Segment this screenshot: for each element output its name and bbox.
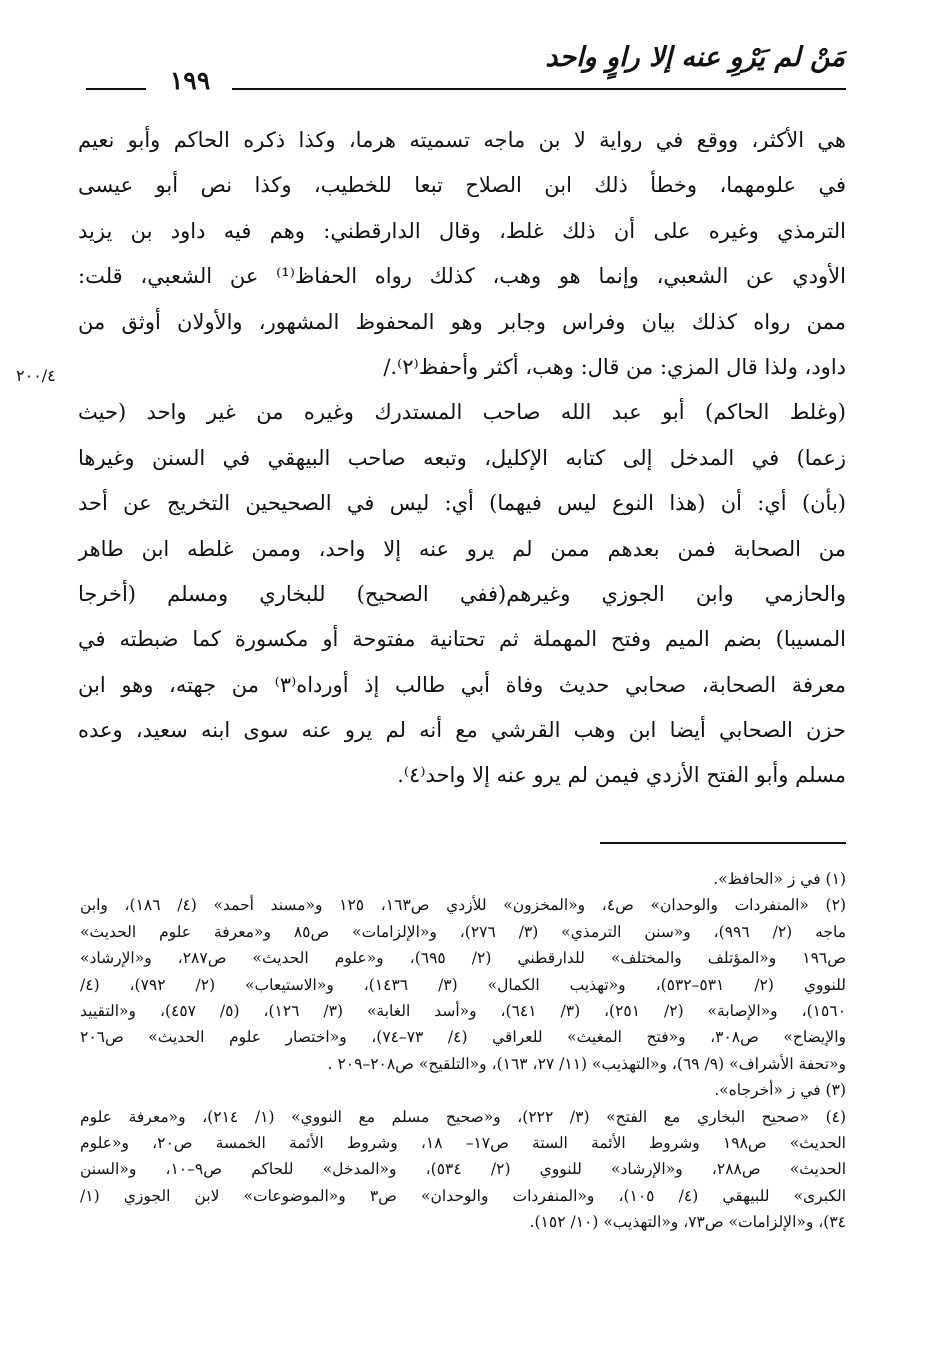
body-line: داود، ولذا قال المزي: من قال: وهب، أكثر وأحفظ⁽٢⁾./: [383, 354, 846, 379]
running-title: مَنْ لم يَرْوِ عنه إلا راوٍ واحد: [545, 42, 845, 73]
body-line: والحازمي وابن الجوزي وغيرهم(ففي الصحيح) للبخاري ومسلم (أخرجا: [78, 581, 846, 606]
footnote-line: ١٥٦٠)، و«الإصابة» (٢/ ٢٥١)، (٣/ ٦٤١)، و«أسد الغابة» (٣/ ١٢٦)، (٥/ ٤٥٧)، و«التقييد: [80, 1001, 846, 1020]
body-line: الترمذي وغيره على أن ذلك غلط، وقال الدارقطني: وهم فيه داود بن يزيد: [78, 218, 846, 243]
footnote-line: ماجه (٢/ ٩٩٦)، و«سنن الترمذي» (٣/ ٢٧٦)، و«الإلزامات» ص٨٥ و«معرفة علوم الحديث»: [80, 922, 846, 941]
footnote-line: ص١٩٦ و«المؤتلف والمختلف» للدارقطني (٢/ ٦٩٥)، و«علوم الحديث» ص٢٨٧، و«الإرشاد»: [80, 949, 846, 968]
body-line: (وغلط الحاكم) أبو عبد الله صاحب المستدرك وغيره من غير واحد (حيث: [78, 400, 846, 425]
body-line: زعما) في المدخل إلى كتابه الإكليل، وتبعه صاحب البيهقي في السنن وغيرها: [78, 445, 846, 470]
footnote-line: والإيضاح» ص٣٠٨، و«فتح المغيث» للعراقي (٤/ ٧٣–٧٤)، و«اختصار علوم الحديث» ص٢٠٦: [80, 1028, 846, 1047]
footnote-line: (٢) «المنفردات والوحدان» ص٤، و«المخزون» للأزدي ص١٦٣، ١٢٥ و«مسند أحمد» (٤/ ١٨٦)، وابن: [80, 896, 846, 915]
body-line: من الصحابة فمن بعدهم ممن لم يرو عنه إلا واحد، وممن غلطه ابن طاهر: [78, 536, 846, 561]
header-rule-left: [86, 88, 146, 90]
body-line: حزن الصحابي أيضا ابن وهب القرشي مع أنه لم يرو عنه سوى ابنه سعيد، وعده: [78, 718, 846, 743]
body-line: الأودي عن الشعبي، وإنما هو وهب، كذلك رواه الحفاظ⁽¹⁾ عن الشعبي، قلت:: [78, 264, 846, 289]
body-line: مسلم وأبو الفتح الأزدي فيمن لم يرو عنه إلا واحد⁽٤⁾.: [397, 763, 846, 788]
body-line: ممن رواه كذلك بيان وفراس وجابر وهو المحفوظ المشهور، والأولان أوثق من: [78, 309, 846, 334]
footnote-separator: [600, 842, 846, 844]
footnote-line: (٣) في ز «أخرجاه».: [714, 1081, 846, 1100]
footnote-line: الحديث» ص١٩٨ وشروط الأئمة الستة ص١٧– ١٨، وشروط الأئمة الخمسة ص٢٠، و«علوم: [80, 1133, 846, 1152]
body-line: هي الأكثر، ووقع في رواية لا بن ماجه تسميته هرما، وكذا ذكره الحاكم وأبو نعيم: [78, 128, 846, 152]
body-line: المسيبا) بضم الميم وفتح المهملة ثم تحتانية مفتوحة أو مكسورة كما ضبطته في: [78, 627, 846, 652]
footnote-line: (١) في ز «الحافظ».: [713, 870, 846, 888]
body-text: [78, 118, 846, 799]
header-rule-right: [232, 88, 846, 90]
margin-reference: ٢٠٠/٤: [16, 366, 56, 385]
body-line: معرفة الصحابة، صحابي حديث وفاة أبي طالب إذ أورداه⁽٣⁾ من جهته، وهو ابن: [78, 672, 846, 697]
footnote-line: الكبرى» للبيهقي (٤/ ١٠٥)، و«المنفردات والوحدان» ص٣ و«الموضوعات» لابن الجوزي (١/: [80, 1186, 846, 1205]
footnote-line: و«تحفة الأشراف» (٩/ ٦٩)، و«التهذيب» (١١/ ٢٧، ١٦٣)، و«التلقيح» ص٢٠٨–٢٠٩ .: [327, 1054, 846, 1073]
body-line: في علومهما، وخطأ ذلك ابن الصلاح تبعا للخطيب، وكذا نص أبو عيسى: [78, 173, 846, 198]
footnote-line: الحديث» ص٢٨٨، و«الإرشاد» للنووي (٢/ ٥٣٤)، و«المدخل» للحاكم ص٩–١٠، و«السنن: [80, 1160, 846, 1179]
footnote-line: (٤) «صحيح البخاري مع الفتح» (٣/ ٢٢٢)، و«صحيح مسلم مع النووي» (١/ ٢١٤)، و«معرفة علوم: [80, 1107, 846, 1126]
body-line: (بأن) أي: أن (هذا النوع ليس فيهما) أي: ليس في الصحيحين التخريج عن أحد: [78, 491, 846, 516]
footnote-line: ٣٤)، و«الإلزامات» ص٧٣، و«التهذيب» (١٠/ ١٥٢).: [529, 1213, 846, 1232]
footnote-line: للنووي (٢/ ٥٣١–٥٣٢)، و«تهذيب الكمال» (٣/ ١٤٣٦)، و«الاستيعاب» (٢/ ٧٩٢)، (٤/: [80, 975, 846, 994]
footnotes: [80, 866, 846, 1235]
page-number: ١٩٩: [169, 66, 211, 95]
